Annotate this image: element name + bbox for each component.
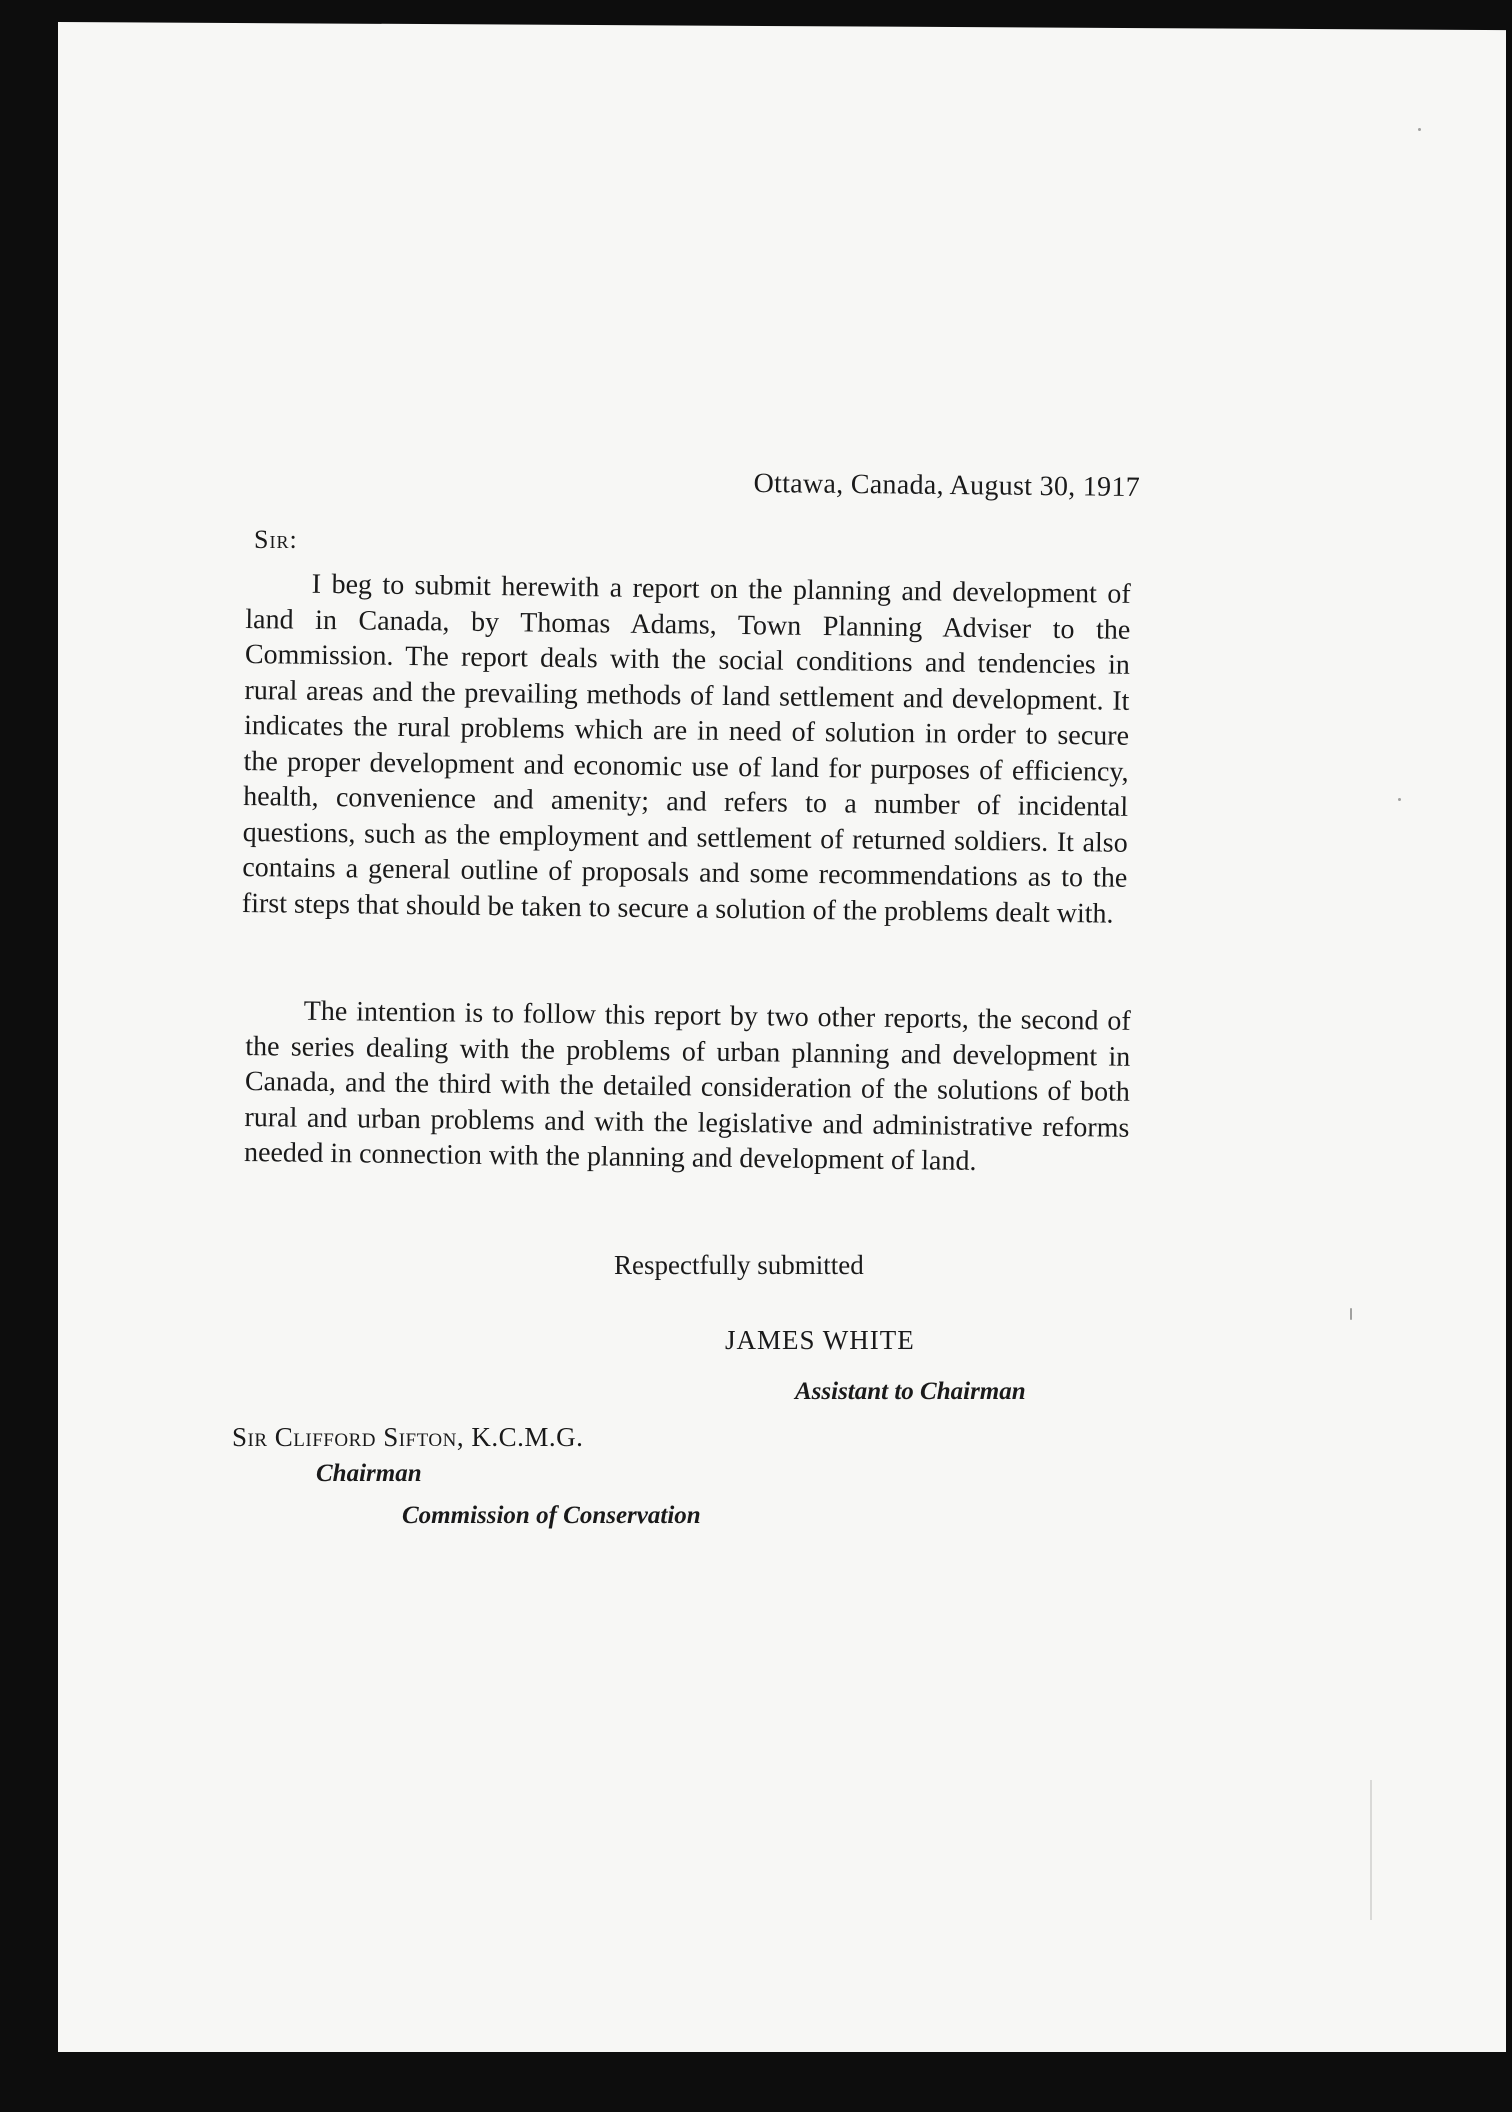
letter-dateline: Ottawa, Canada, August 30, 1917 (753, 467, 1141, 503)
scan-speck (1418, 128, 1421, 131)
letter-paragraph: The intention is to follow this report by two other reports, the second of the series dealing with the problems of urban planning and development in Canada, and the third with the detailed consideration of the solutions of both rural and urban problems and with the legislative and administrative reforms needed in connection with the planning and development of land. (243, 995, 1131, 1177)
letter-closing: Respectfully submitted (614, 1250, 864, 1280)
letter-paragraph: I beg to submit herewith a report on the planning and development of land in Canada, by Thomas Adams, Town Planning Adviser to the Commission. The report deals with the social conditions and tendencies in rural areas and the prevailing methods of land settlement and development. It indicates the rural problems which are in need of solution in order to secure the proper development and economic use of land for purposes of efficiency, health, convenience and amenity; and refers to a number of incidental questions, such as the employment and settlement of returned soldiers. It also contains a general outline of proposals and some recommendations as to the first steps that should be taken to secure a solution of the problems dealt with. (241, 568, 1131, 930)
signer-name: JAMES WHITE (725, 1325, 915, 1355)
addressee-title: Chairman (316, 1460, 422, 1487)
addressee-name: Sir Clifford Sifton, K.C.M.G. (232, 1422, 584, 1452)
signer-title: Assistant to Chairman (795, 1378, 1026, 1405)
scan-speck (1398, 798, 1401, 801)
scan-artifact-line (1370, 1780, 1372, 1920)
letter-salutation: Sir: (254, 525, 298, 554)
scan-speck (1350, 1308, 1352, 1320)
addressee-organization: Commission of Conservation (402, 1502, 701, 1529)
